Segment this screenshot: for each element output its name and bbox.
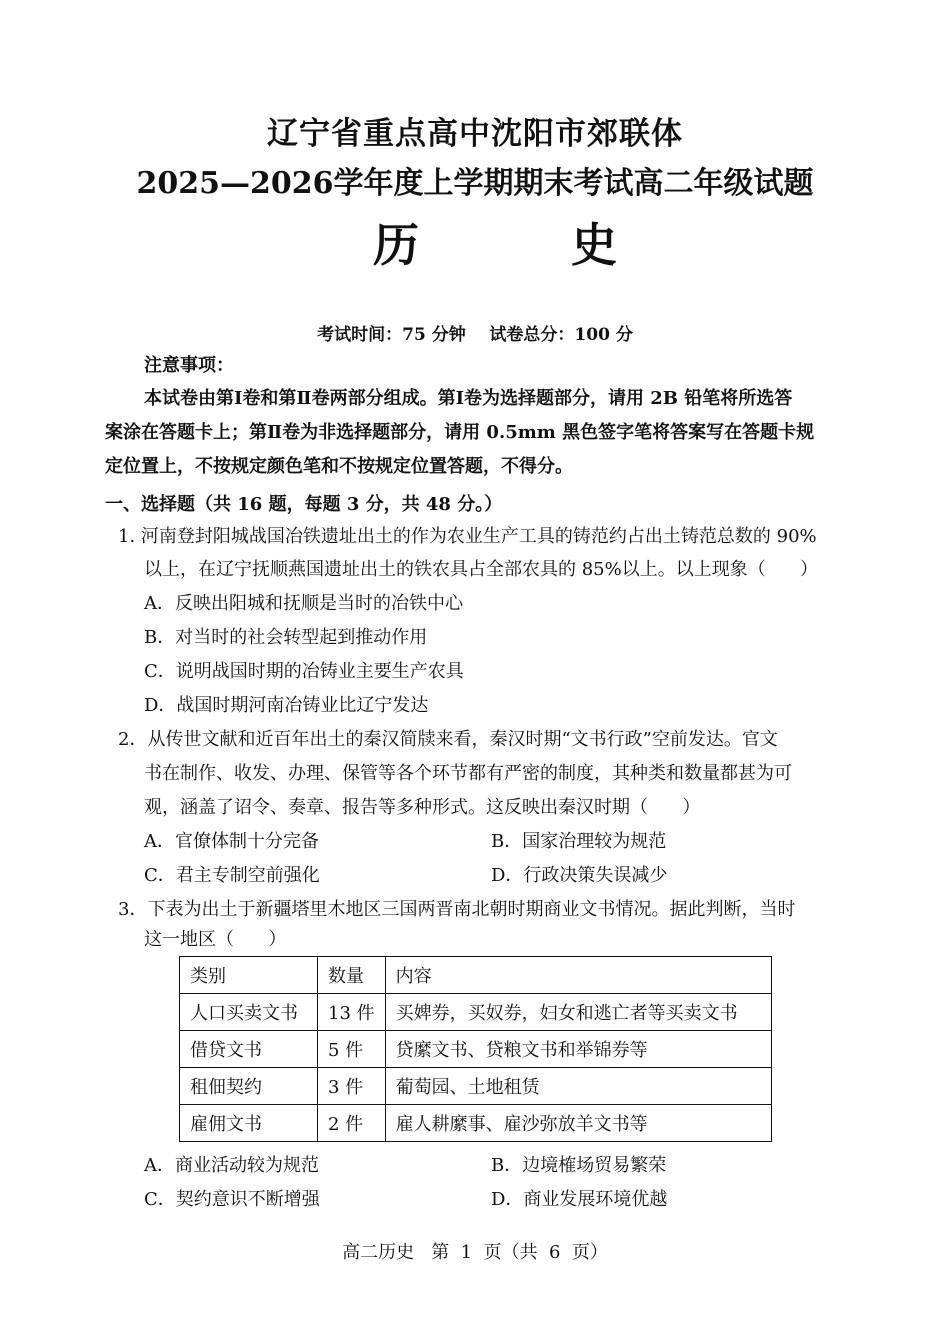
table-header-quantity: 数量 (318, 957, 386, 994)
exam-title-line1: 辽宁省重点高中沈阳市郊联体 (267, 116, 683, 152)
table-cell: 3 件 (318, 1068, 386, 1105)
table-cell: 人口买卖文书 (180, 994, 318, 1031)
table-cell: 借贷文书 (180, 1031, 318, 1068)
q1-option-c: C．说明战国时期的冶铸业主要生产农具 (144, 661, 464, 682)
notice-line-1: 本试卷由第Ⅰ卷和第Ⅱ卷两部分组成。第Ⅰ卷为选择题部分，请用 2B 铅笔将所选答 (144, 388, 793, 409)
q1-option-d: D．战国时期河南冶铸业比辽宁发达 (144, 695, 429, 716)
page-footer: 高二历史 第 1 页（共 6 页） (342, 1242, 608, 1263)
q2-stem-line-1: 2．从传世文献和近百年出土的秦汉简牍来看，秦汉时期“文书行政”空前发达。官文 (118, 729, 778, 750)
table-row (180, 994, 772, 1031)
q2-option-b: B．国家治理较为规范 (491, 831, 667, 852)
q3-option-c: C．契约意识不断增强 (144, 1189, 320, 1210)
notice-heading: 注意事项： (144, 355, 234, 376)
table-cell: 葡萄园、土地租赁 (385, 1068, 771, 1105)
subject-title: 历 史 (372, 218, 658, 272)
exam-info: 考试时间：75 分钟 试卷总分：100 分 (317, 325, 633, 345)
notice-line-2: 案涂在答题卡上；第Ⅱ卷为非选择题部分，请用 0.5mm 黑色签字笔将答案写在答题卡规 (105, 422, 815, 443)
table-cell: 贷縻文书、贷粮文书和举锦券等 (385, 1031, 771, 1068)
table-header-row (180, 957, 772, 994)
table-row (180, 1105, 772, 1142)
table-header-category: 类别 (180, 957, 318, 994)
q2-option-c: C．君主专制空前强化 (144, 865, 320, 886)
q1-stem-line-1: 1. 河南登封阳城战国冶铁遗址出土的作为农业生产工具的铸范约占出土铸范总数的 90% (118, 526, 817, 547)
q1-option-b: B．对当时的社会转型起到推动作用 (144, 627, 428, 648)
table-cell: 13 件 (318, 994, 386, 1031)
q2-stem-line-2: 书在制作、收发、办理、保管等各个环节都有严密的制度，其种类和数量都甚为可 (144, 763, 792, 784)
table-cell: 雇人耕縻事、雇沙弥放羊文书等 (385, 1105, 771, 1142)
q1-option-a: A．反映出阳城和抚顺是当时的冶铁中心 (144, 593, 463, 614)
table-cell: 2 件 (318, 1105, 386, 1142)
q3-option-d: D．商业发展环境优越 (491, 1189, 668, 1210)
section-heading: 一、选择题（共 16 题，每题 3 分，共 48 分。） (105, 494, 503, 515)
table-cell: 买婢券，买奴券，妇女和逃亡者等买卖文书 (385, 994, 771, 1031)
q2-stem-line-3: 观，涵盖了诏令、奏章、报告等多种形式。这反映出秦汉时期（ ） (144, 797, 701, 818)
q2-option-a: A．官僚体制十分完备 (144, 831, 319, 852)
q2-option-d: D．行政决策失误减少 (491, 865, 668, 886)
q1-stem-line-2: 以上，在辽宁抚顺燕国遗址出土的铁农具占全部农具的 85%以上。以上现象（ ） (144, 559, 819, 580)
table-cell: 雇佣文书 (180, 1105, 318, 1142)
q3-option-b: B．边境榷场贸易繁荣 (491, 1155, 667, 1176)
table-cell: 租佃契约 (180, 1068, 318, 1105)
exam-title-line2: 2025—2026学年度上学期期末考试高二年级试题 (136, 166, 814, 201)
table-row (180, 1068, 772, 1105)
commerce-documents-table (179, 956, 772, 1142)
q3-stem-line-2: 这一地区（ ） (144, 929, 287, 950)
table-cell: 5 件 (318, 1031, 386, 1068)
q3-option-a: A．商业活动较为规范 (144, 1155, 319, 1176)
q3-stem-line-1: 3．下表为出土于新疆塔里木地区三国两晋南北朝时期商业文书情况。据此判断，当时 (118, 899, 796, 920)
table-header-content: 内容 (385, 957, 771, 994)
notice-line-3: 定位置上，不按规定颜色笔和不按规定位置答题，不得分。 (105, 456, 573, 477)
table-row (180, 1031, 772, 1068)
